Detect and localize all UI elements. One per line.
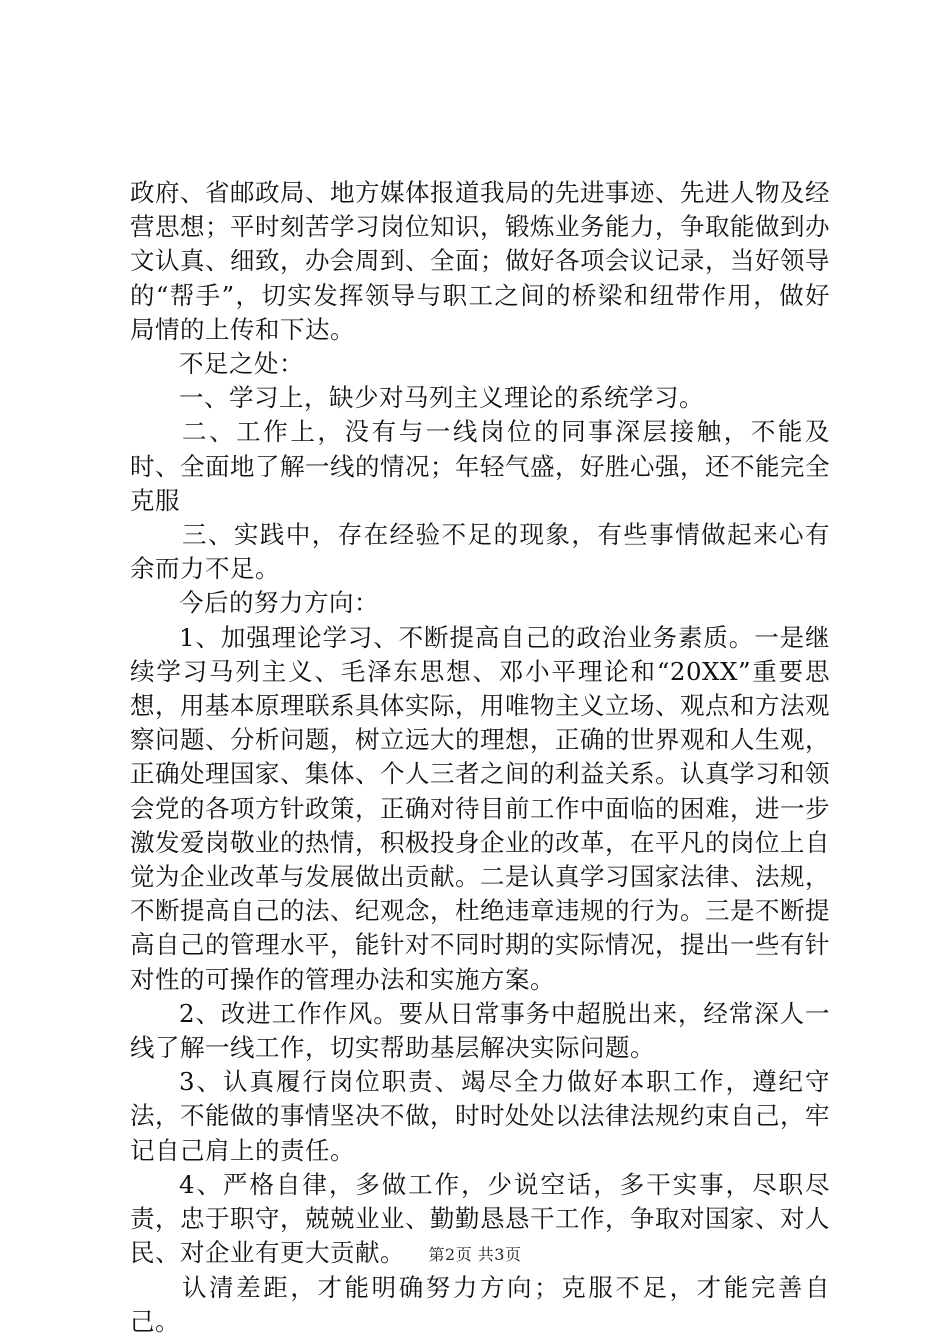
paragraph-closing: 认清差距，才能明确努力方向；克服不足，才能完善自己。 [130, 1272, 830, 1336]
document-body [130, 176, 830, 1339]
paragraph-direction-3: 3、认真履行岗位职责、竭尽全力做好本职工作，遵纪守法，不能做的事情坚决不做，时时处处以法律法规约束自己，牢记自己肩上的责任。 [130, 1067, 830, 1165]
paragraph-direction-2: 2、改进工作作风。要从日常事务中超脱出来，经常深人一线了解一线工作，切实帮助基层解决实际问题。 [130, 998, 830, 1063]
paragraph-direction-1: 1、加强理论学习、不断提高自己的政治业务素质。一是继续学习马列主义、毛泽东思想、邓小平理论和“20XX”重要思想，用基本原理联系具体实际，用唯物主义立场、观点和方法观察问题、分析问题，树立远大的理想，正确的世界观和人生观，正确处理国家、集体、个人三者之间的利益关系。认真学习和领会党的各项方针政策，正确对待目前工作中面临的困难，进一步激发爱岗敬业的热情，积极投身企业的改革，在平凡的岗位上自觉为企业改革与发展做出贡献。二是认真学习国家法律、法规，不断提高自己的法、纪观念，杜绝违章违规的行为。三是不断提高自己的管理水平，能针对不同时期的实际情况，提出一些有针对性的可操作的管理办法和实施方案。 [130, 622, 830, 994]
paragraph-continuation: 政府、省邮政局、地方媒体报道我局的先进事迹、先进人物及经营思想；平时刻苦学习岗位知识，锻炼业务能力，争取能做到办文认真、细致，办会周到、全面；做好各项会议记录，当好领导的“帮手”，切实发挥领导与职工之间的桥梁和纽带作用，做好局情的上传和下达。 [130, 178, 830, 344]
page-number-footer: 第2页 共3页 [428, 1245, 522, 1264]
paragraph-direction-heading: 今后的努力方向： [179, 588, 379, 618]
paragraph-shortcoming-2: 二、工作上，没有与一线岗位的同事深层接触，不能及时、全面地了解一线的情况；年轻气盛，好胜心强，还不能完全克服 [130, 417, 830, 515]
paragraph-direction-4: 4、严格自律，多做工作，少说空话，多干实事，尽职尽责，忠于职守，兢兢业业、勤勤恳恳干工作，争取对国家、对人民、对企业有更大贡献。 [130, 1169, 830, 1268]
paragraph-shortcoming-3: 三、实践中，存在经验不足的现象，有些事情做起来心有余而力不足。 [130, 520, 830, 584]
paragraph-shortcomings-heading: 不足之处： [179, 349, 304, 379]
paragraph-shortcoming-1: 一、学习上，缺少对马列主义理论的系统学习。 [179, 383, 704, 413]
